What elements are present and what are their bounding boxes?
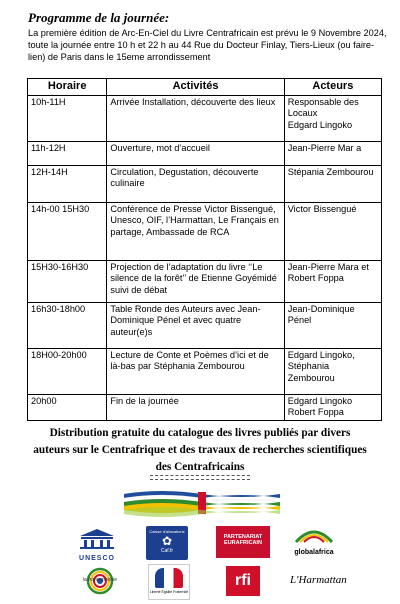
caf-top-label: Caisse d'allocations bbox=[149, 529, 185, 534]
harmattan-label: L'Harmattan bbox=[290, 574, 347, 586]
marianne-icon bbox=[155, 568, 183, 588]
table-row bbox=[28, 348, 382, 394]
row-actors: Stépania Zembourou bbox=[284, 165, 381, 202]
caf-emblem-icon: ✿ bbox=[161, 534, 173, 548]
partenariat-eurafricain-logo bbox=[216, 526, 270, 558]
row-time: 11h-12H bbox=[28, 141, 107, 165]
row-actors: Edgard Lingoko, Stéphania Zembourou bbox=[284, 348, 381, 394]
table-row bbox=[28, 394, 382, 420]
globalafrica-logo bbox=[292, 528, 336, 558]
francophonie-label: la francophonie bbox=[82, 577, 118, 583]
row-activity: Table Ronde des Auteurs avec Jean-Dominique Pénel et avec quatre auteur(e)s bbox=[107, 302, 284, 348]
caf-logo bbox=[146, 526, 188, 560]
rfi-logo bbox=[226, 566, 260, 596]
decorative-underline bbox=[150, 475, 250, 480]
promo-text: Distribution gratuite du catalogue des livres publiés par divers auteurs sur le Centrafrique et des travaux de recherches scientifiques des Centrafricains bbox=[33, 427, 367, 473]
table-row bbox=[28, 260, 382, 302]
row-activity: Projection de l’adaptation du livre ‘‘Le silence de la forêt’’ de Etienne Goyémidé suivi de débat bbox=[107, 260, 284, 302]
row-time: 10h-11H bbox=[28, 95, 107, 141]
flag-ribbon-banner bbox=[122, 488, 282, 522]
row-time: 16h30-18h00 bbox=[28, 302, 107, 348]
row-time: 20h00 bbox=[28, 394, 107, 420]
row-activity: Arrivée Installation, découverte des lieux bbox=[107, 95, 284, 141]
unesco-label: UNESCO bbox=[79, 555, 115, 562]
row-activity: Fin de la journée bbox=[107, 394, 284, 420]
row-actors: Jean-Pierre Mara et Robert Foppa bbox=[284, 260, 381, 302]
caf-bottom-label: Caf.fr bbox=[160, 548, 174, 554]
row-activity: Circulation, Degustation, découverte culinaire bbox=[107, 165, 284, 202]
header-time: Horaire bbox=[28, 79, 107, 96]
francophonie-logo bbox=[70, 566, 130, 596]
globalafrica-label: globalafrica bbox=[294, 549, 334, 556]
page-title: Programme de la journée: bbox=[28, 10, 170, 25]
header-activity: Activités bbox=[107, 79, 284, 96]
table-row bbox=[28, 202, 382, 260]
table-row bbox=[28, 95, 382, 141]
row-actors: Victor Bissengué bbox=[284, 202, 381, 260]
row-time: 12H-14H bbox=[28, 165, 107, 202]
ministere-label: Liberté Égalité Fraternité bbox=[149, 590, 189, 594]
unesco-logo bbox=[72, 528, 122, 562]
row-actors: Jean-Pierre Mar a bbox=[284, 141, 381, 165]
rfi-label: rfi bbox=[235, 572, 251, 589]
partenariat-label-2: EURAFRICAIN bbox=[224, 540, 262, 546]
row-actors: Jean-Dominique Pénel bbox=[284, 302, 381, 348]
harmattan-logo bbox=[290, 566, 347, 596]
partenariat-label-1: PARTENARIAT bbox=[223, 534, 263, 540]
row-actors: Edgard Lingoko Robert Foppa bbox=[284, 394, 381, 420]
row-activity: Conférence de Presse Victor Bissengué, Unesco, OIF, l’Harmattan, Le Français en partage, Ambassade de RCA bbox=[107, 202, 284, 260]
row-time: 15H30-16H30 bbox=[28, 260, 107, 302]
schedule-table bbox=[27, 78, 382, 421]
ministere-logo bbox=[148, 564, 190, 600]
table-row bbox=[28, 165, 382, 202]
header-actors: Acteurs bbox=[284, 79, 381, 96]
table-header-row bbox=[28, 79, 382, 96]
row-time: 18H00-20h00 bbox=[28, 348, 107, 394]
row-activity: Ouverture, mot d’accueil bbox=[107, 141, 284, 165]
intro-paragraph: La première édition de Arc-En-Ciel du Livre Centrafricain est prévu le 9 Novembre 2024, toute la journée entre 10 h et 22 h au 44 Rue du Docteur Finlay, Tiers-Lieux (ou faire-lien) de Paris dans le 15eme arrondissement bbox=[28, 28, 387, 62]
table-row bbox=[28, 141, 382, 165]
row-time: 14h-00 15H30 bbox=[28, 202, 107, 260]
row-activity: Lecture de Conte et Poèmes d’ici et de là-bas par Stéphania Zembourou bbox=[107, 348, 284, 394]
row-actors: Responsable des Locaux Edgard Lingoko bbox=[284, 95, 381, 141]
table-row bbox=[28, 302, 382, 348]
